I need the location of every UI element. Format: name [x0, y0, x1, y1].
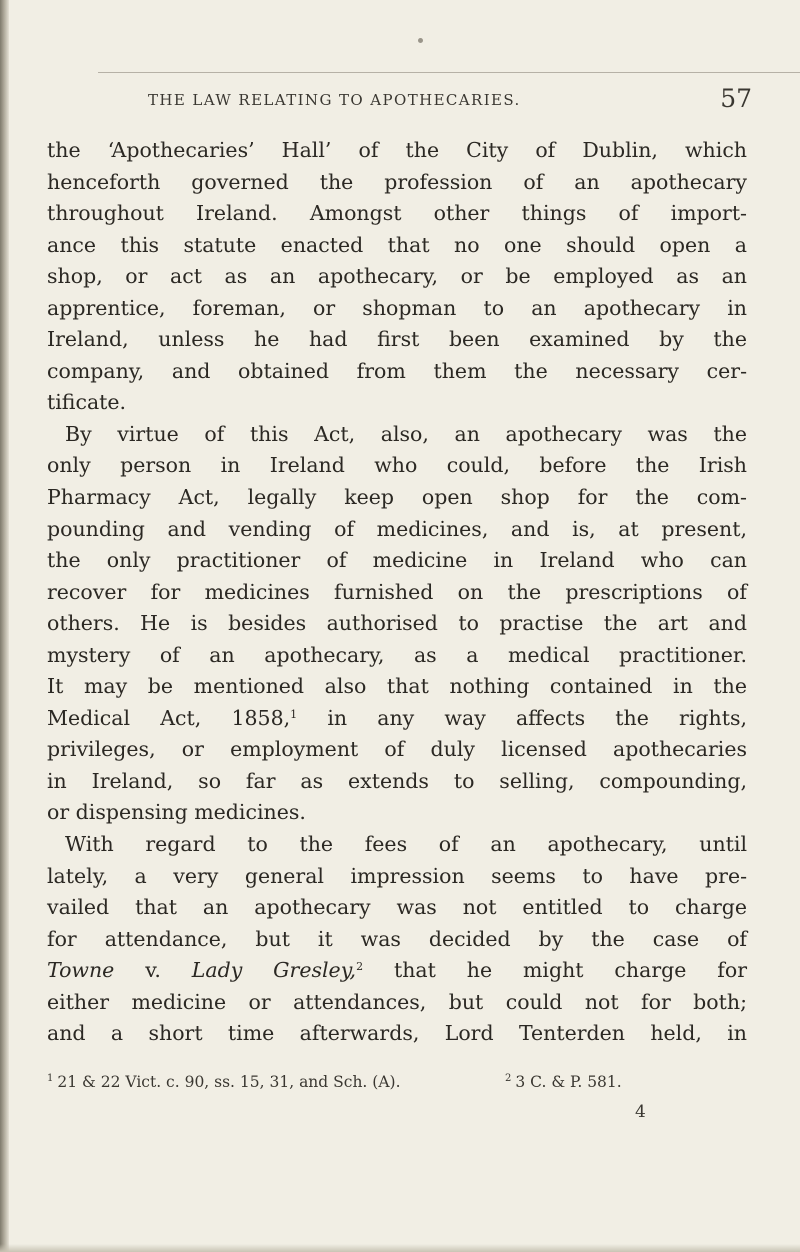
body-text [47, 135, 747, 1050]
case-name-defendant: Lady Gresley, [191, 958, 357, 983]
footnote-ref-2: 2 [356, 960, 364, 974]
header-rule [98, 72, 800, 73]
text-line: for attendance, but it was decided by the case of [47, 926, 747, 951]
text-line: privileges, or employment of duly licensed apothecaries [47, 737, 747, 762]
signature-mark: 4 [635, 1102, 646, 1122]
text-line: others. He is besides authorised to practise the art and [47, 611, 747, 636]
text-line: recover for medicines furnished on the prescriptions of [47, 579, 747, 604]
text-line: only person in Ireland who could, before the Irish [47, 453, 747, 478]
text-line: or dispensing medicines. [47, 800, 306, 825]
footnotes [47, 1073, 747, 1101]
text-line: mystery of an apothecary, as a medical practitioner. [47, 642, 747, 667]
text-line: Towne v. Lady Gresley,$^2$ that he might charge for [47, 958, 747, 983]
page-number: 57 [720, 84, 752, 113]
text-line: henceforth governed the profession of an apothecary [47, 169, 747, 194]
text-line: shop, or act as an apothecary, or be employed as an [47, 264, 747, 289]
text-line: pounding and vending of medicines, and is, at present, [47, 516, 747, 541]
case-name-plaintiff: Towne [47, 958, 115, 983]
text-line: the ‘Apothecaries’ Hall’ of the City of Dublin, which [47, 138, 747, 162]
footnote-2: $^2$ 3 C. & P. 581. [505, 1073, 622, 1091]
footnote-1: $^1$ 21 & 22 Vict. c. 90, ss. 15, 31, and Sch. (A). [47, 1073, 401, 1091]
text-line: tificate. [47, 390, 127, 415]
text-line: the only practitioner of medicine in Ireland who can [47, 548, 747, 573]
text-line: company, and obtained from them the necessary cer- [47, 358, 747, 383]
speck-mark [418, 38, 423, 43]
text-line: in Ireland, so far as extends to selling, compounding, [47, 768, 747, 793]
text-line: Pharmacy Act, legally keep open shop for the com- [47, 485, 747, 510]
text-line: It may be mentioned also that nothing contained in the [47, 674, 747, 699]
text-line: vailed that an apothecary was not entitled to charge [47, 895, 747, 920]
text-line: throughout Ireland. Amongst other things of import- [47, 201, 747, 226]
paragraph-start-line: With regard to the fees of an apothecary, until [65, 832, 747, 857]
running-title: THE LAW RELATING TO APOTHECARIES. [148, 91, 521, 109]
footnote-ref-1: 1 [290, 707, 298, 721]
paragraph-start-line: By virtue of this Act, also, an apothecary was the [65, 421, 747, 446]
text-line: Ireland, unless he had first been examined by the [47, 327, 747, 352]
text-line: Medical Act, 1858,$^1$ in any way affects the rights, [47, 705, 747, 730]
text-line: lately, a very general impression seems to have pre- [47, 863, 747, 888]
text-line: apprentice, foreman, or shopman to an apothecary in [47, 295, 747, 320]
text-line: either medicine or attendances, but could not for both; [47, 989, 747, 1014]
running-head [100, 86, 752, 114]
text-line: and a short time afterwards, Lord Tenterden held, in [47, 1021, 747, 1046]
text-line: ance this statute enacted that no one should open a [47, 232, 747, 257]
